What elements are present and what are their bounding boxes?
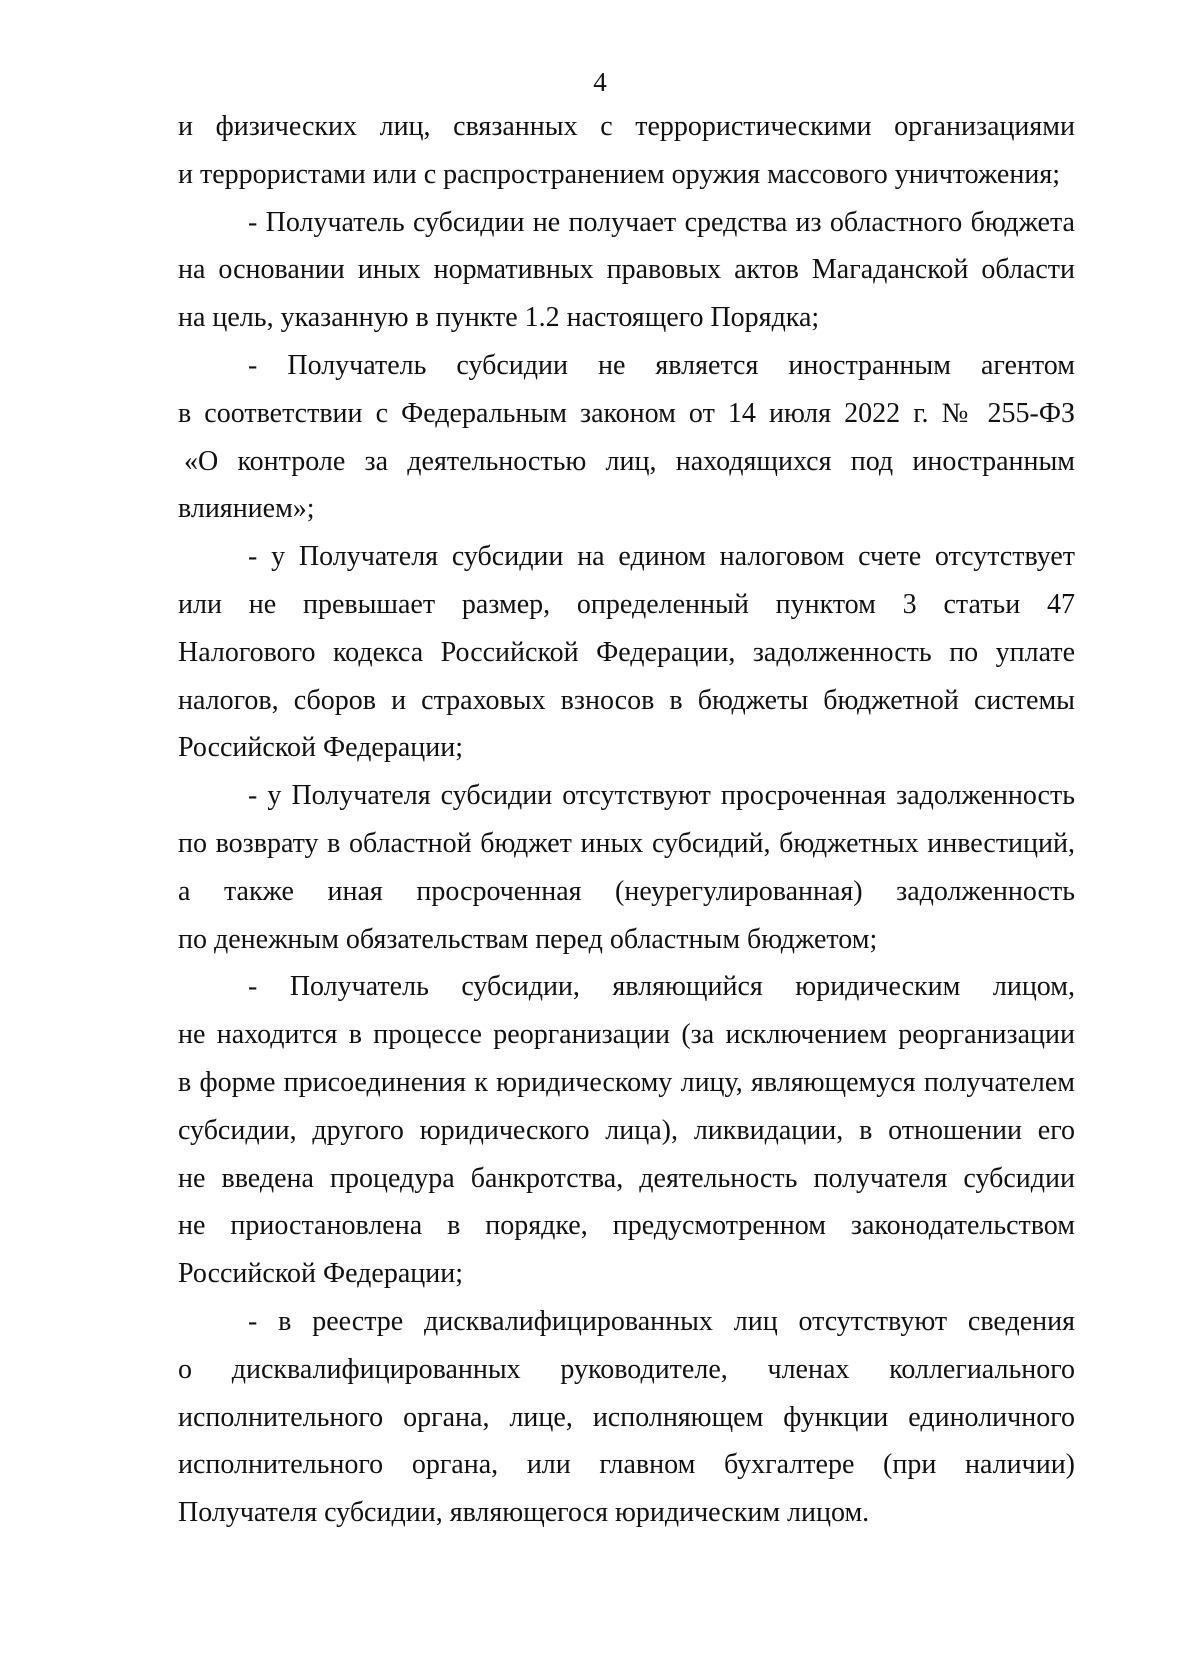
text-line: на цель, указанную в пункте 1.2 настоящего Порядка; [178, 302, 820, 334]
text-line: не приостановлена в порядке, предусмотренном законодательством [178, 1210, 1075, 1242]
text-line: и террористами или с распространением оружия массового уничтожения; [178, 158, 1060, 190]
text-line: Российской Федерации; [178, 732, 464, 764]
text-line: - Получатель субсидии не получает средства из областного бюджета [248, 206, 1075, 238]
text-line: по возврату в областной бюджет иных субсидий, бюджетных инвестиций, [178, 827, 1075, 859]
text-line: - у Получателя субсидии на едином налоговом счете отсутствует [248, 541, 1075, 573]
text-line: в форме присоединения к юридическому лицу, являющемуся получателем [178, 1066, 1075, 1098]
text-line: Российской Федерации; [178, 1258, 464, 1290]
paragraph-tax-debt [178, 533, 1075, 772]
text-line: или не превышает размер, определенный пунктом 3 статьи 47 [178, 588, 1075, 620]
text-line: исполнительного органа, или главном бухгалтере (при наличии) [178, 1449, 1075, 1481]
text-line: - у Получателя субсидии отсутствуют просроченная задолженность [248, 780, 1075, 812]
text-line: налогов, сборов и страховых взносов в бюджеты бюджетной системы [178, 684, 1075, 716]
text-line: и физических лиц, связанных с террористическими организациями [178, 111, 1075, 142]
text-line: субсидии, другого юридического лица), ликвидации, в отношении его [178, 1114, 1075, 1146]
paragraph-disqualified-registry [178, 1298, 1075, 1537]
text-line: на основании иных нормативных правовых актов Магаданской области [178, 254, 1075, 286]
paragraph-overdue-debt [178, 772, 1075, 963]
text-line: не находится в процессе реорганизации (за исключением реорганизации [178, 1019, 1075, 1051]
text-line: о дисквалифицированных руководителе, членах коллегиального [178, 1353, 1075, 1385]
page-number: 4 [593, 67, 607, 97]
paragraph-foreign-agent [178, 342, 1075, 533]
text-line: по денежным обязательствам перед областным бюджетом; [178, 923, 878, 955]
text-line: - в реестре дисквалифицированных лиц отсутствуют сведения [248, 1305, 1075, 1337]
paragraph-reorganization [178, 963, 1075, 1298]
text-line: Получателя субсидии, являющегося юридическим лицом. [178, 1497, 870, 1529]
paragraph-continuation [178, 103, 1075, 199]
text-line: влиянием»; [178, 493, 315, 525]
text-line: - Получатель субсидии, являющийся юридическим лицом, [248, 971, 1075, 1003]
text-line: в соответствии с Федеральным законом от 14 июля 2022 г. № 255-ФЗ [178, 397, 1075, 429]
text-line: не введена процедура банкротства, деятельность получателя субсидии [178, 1162, 1075, 1194]
document-body [178, 103, 1075, 1537]
text-line: «О контроле за деятельностью лиц, находящихся под иностранным [184, 445, 1075, 477]
text-line: исполнительного органа, лице, исполняющем функции единоличного [178, 1401, 1075, 1433]
text-line: Налогового кодекса Российской Федерации, задолженность по уплате [178, 636, 1075, 668]
text-line: - Получатель субсидии не является иностранным агентом [248, 349, 1075, 381]
text-line: а также иная просроченная (неурегулированная) задолженность [178, 875, 1075, 907]
paragraph-no-other-funds [178, 199, 1075, 342]
